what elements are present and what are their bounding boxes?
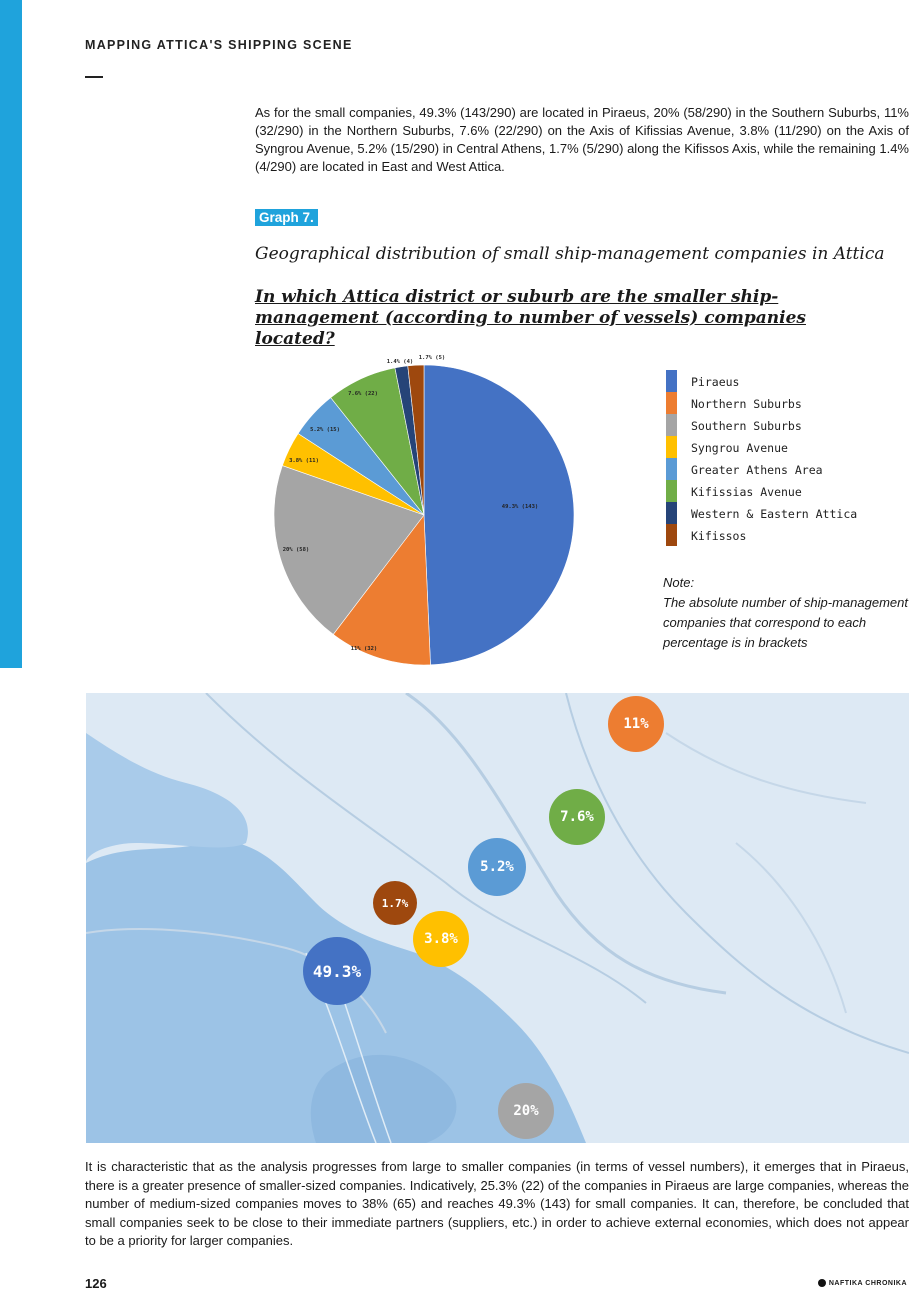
bubble-label: 5.2% — [480, 859, 514, 875]
legend-swatch — [666, 414, 677, 436]
legend-swatch — [666, 392, 677, 414]
legend-label: Northern Suburbs — [691, 397, 802, 411]
legend-label: Greater Athens Area — [691, 463, 823, 477]
legend-swatch — [666, 370, 677, 392]
map-bubble-piraeus — [303, 937, 371, 1005]
legend-label: Western & Eastern Attica — [691, 507, 858, 521]
pie-data-label: 1.4% (4) — [386, 359, 414, 365]
bubble-label: 1.7% — [381, 896, 409, 910]
brand-logo — [818, 1279, 907, 1287]
header-divider — [85, 76, 103, 78]
note-heading: Note: — [663, 575, 695, 590]
sidebar-accent-bar — [0, 0, 22, 668]
legend-swatch — [666, 458, 677, 480]
pie-chart — [262, 350, 597, 670]
pie-data-label: 3.8% (11) — [289, 458, 319, 464]
legend-swatch — [666, 524, 677, 546]
legend-swatch — [666, 502, 677, 524]
legend-label: Southern Suburbs — [691, 419, 802, 433]
section-title: MAPPING ATTICA'S SHIPPING SCENE — [85, 38, 353, 52]
map-bubble-greater-athens — [468, 838, 526, 896]
pie-slice-piraeus — [424, 365, 574, 665]
legend-swatch — [666, 436, 677, 458]
bubble-label: 11% — [623, 716, 649, 732]
page-number: 126 — [85, 1276, 107, 1291]
bubble-label: 3.8% — [424, 931, 458, 947]
legend-label: Syngrou Avenue — [691, 441, 788, 455]
brand-icon — [818, 1279, 826, 1287]
map-background — [86, 693, 909, 1143]
attica-map — [86, 693, 909, 1143]
chart-question: In which Attica district or suburb are the smaller ship-management (according to number of vessels) companies located? — [255, 287, 806, 349]
legend-label: Kifissos — [691, 529, 747, 543]
pie-data-label: 49.3% (143) — [501, 504, 539, 510]
graph-badge: Graph 7. — [255, 209, 318, 226]
bubble-label: 49.3% — [312, 961, 362, 981]
map-bubble-northern-suburbs — [608, 696, 664, 752]
chart-note — [663, 573, 913, 653]
pie-data-label: 1.7% (5) — [418, 355, 446, 361]
intro-paragraph: As for the small companies, 49.3% (143/290) are located in Piraeus, 20% (58/290) in the Southern Suburbs, 11% (32/290) in the Northern Suburbs, 7.6% (22/290) on the Axis of Kifissias Avenue, 3.8% (11/290) on the Axis of Syngrou Avenue, 5.2% (15/290) in Central Athens, 1.7% (5/290) along the Kifissos Axis, while the remaining 1.4% (4/290) are located in East and West Attica. — [255, 105, 909, 174]
note-text: The absolute number of ship-management companies that correspond to each percentage is in brackets — [663, 595, 908, 650]
chart-title: Geographical distribution of small ship-management companies in Attica — [255, 244, 885, 264]
map-bubble-southern-suburbs — [498, 1083, 554, 1139]
legend-label: Piraeus — [691, 375, 740, 389]
brand-name: NAFTIKA CHRONIKA — [828, 1279, 907, 1287]
pie-data-label: 7.6% (22) — [348, 391, 378, 397]
bubble-label: 20% — [513, 1103, 539, 1119]
pie-data-label: 20% (58) — [282, 547, 310, 553]
pie-data-label: 11% (32) — [350, 646, 378, 652]
bubble-label: 7.6% — [560, 809, 594, 825]
map-bubble-kifissias — [549, 789, 605, 845]
map-bubble-kifissos — [373, 881, 417, 925]
body-paragraph: It is characteristic that as the analysis progresses from large to smaller companies (in terms of vessel numbers), it emerges that in Piraeus, there is a greater presence of smaller-sized companies. Indicatively, 25.3% (22) of the companies in Piraeus are large companies, whereas the number of medium-sized companies moves to 38% (65) and reaches 49.3% (143) for small companies. It can, therefore, be concluded that small companies seek to be close to their immediate partners (suppliers, etc.) in order to achieve external economies, which does not appear to be a priority for larger companies. — [85, 1159, 909, 1248]
legend-label: Kifissias Avenue — [691, 485, 802, 499]
pie-chart-svg — [262, 350, 597, 670]
map-bubble-syngrou — [413, 911, 469, 967]
legend-swatch — [666, 480, 677, 502]
pie-data-label: 5.2% (15) — [310, 427, 340, 433]
